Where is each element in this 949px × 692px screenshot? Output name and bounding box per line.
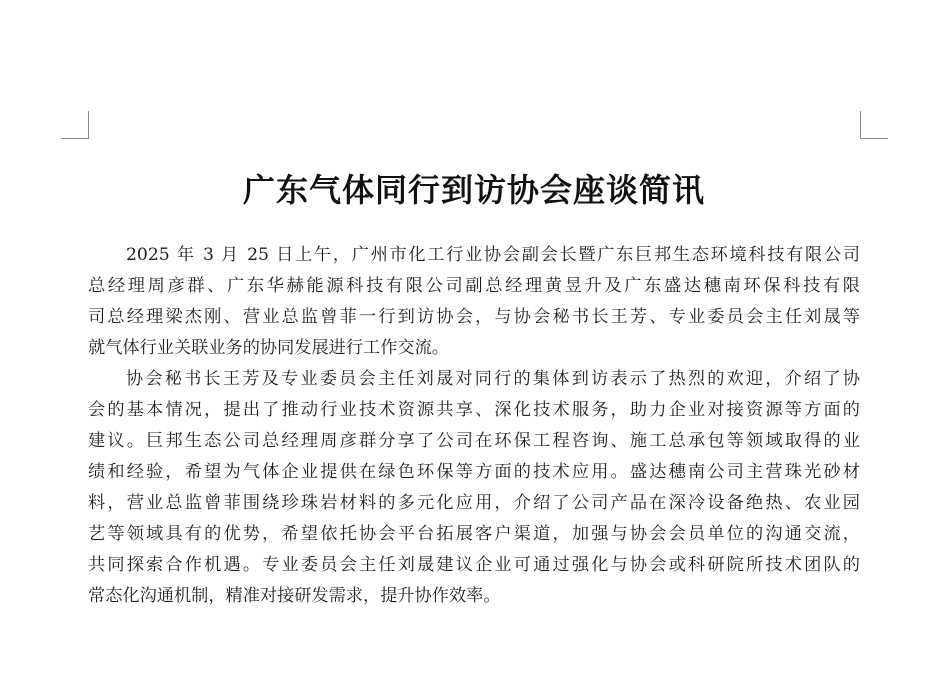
paragraph-line: 共同探索合作机遇。专业委员会主任刘晟建议企业可通过强化与协会或科研院所技术团队的 <box>88 555 860 575</box>
paragraph-line: 总经理周彦群、广东华赫能源科技有限公司副总经理黄昱升及广东盛达穗南环保科技有限 <box>88 276 860 296</box>
document-title: 广东气体同行到访协会座谈简讯 <box>242 171 705 209</box>
paragraph-line: 会的基本情况，提出了推动行业技术资源共享、深化技术服务，助力企业对接资源等方面的 <box>88 400 860 420</box>
top-right-crop-mark <box>860 111 888 139</box>
paragraph-line: 艺等领域具有的优势，希望依托协会平台拓展客户渠道，加强与协会会员单位的沟通交流， <box>88 524 860 544</box>
document-body <box>88 240 860 612</box>
paragraph-line: 建议。巨邦生态公司总经理周彦群分享了公司在环保工程咨询、施工总承包等领域取得的业 <box>88 431 860 451</box>
paragraph-line: 司总经理梁杰刚、营业总监曾菲一行到访协会，与协会秘书长王芳、专业委员会主任刘晟等 <box>88 307 860 327</box>
paragraph-line: 协会秘书长王芳及专业委员会主任刘晟对同行的集体到访表示了热烈的欢迎，介绍了协 <box>126 369 860 389</box>
paragraph-1 <box>88 240 860 364</box>
top-left-crop-mark <box>61 111 89 139</box>
paragraph-line: 常态化沟通机制，精准对接研发需求，提升协作效率。 <box>88 586 501 606</box>
paragraph-line: 绩和经验，希望为气体企业提供在绿色环保等方面的技术应用。盛达穗南公司主营珠光砂材 <box>88 462 860 482</box>
paragraph-2 <box>88 364 860 612</box>
paragraph-line: 2025 年 3 月 25 日上午，广州市化工行业协会副会长暨广东巨邦生态环境科技有限公司 <box>126 245 860 265</box>
paragraph-line: 料，营业总监曾菲围绕珍珠岩材料的多元化应用，介绍了公司产品在深冷设备绝热、农业园 <box>88 493 860 513</box>
paragraph-line: 就气体行业关联业务的协同发展进行工作交流。 <box>88 338 449 358</box>
